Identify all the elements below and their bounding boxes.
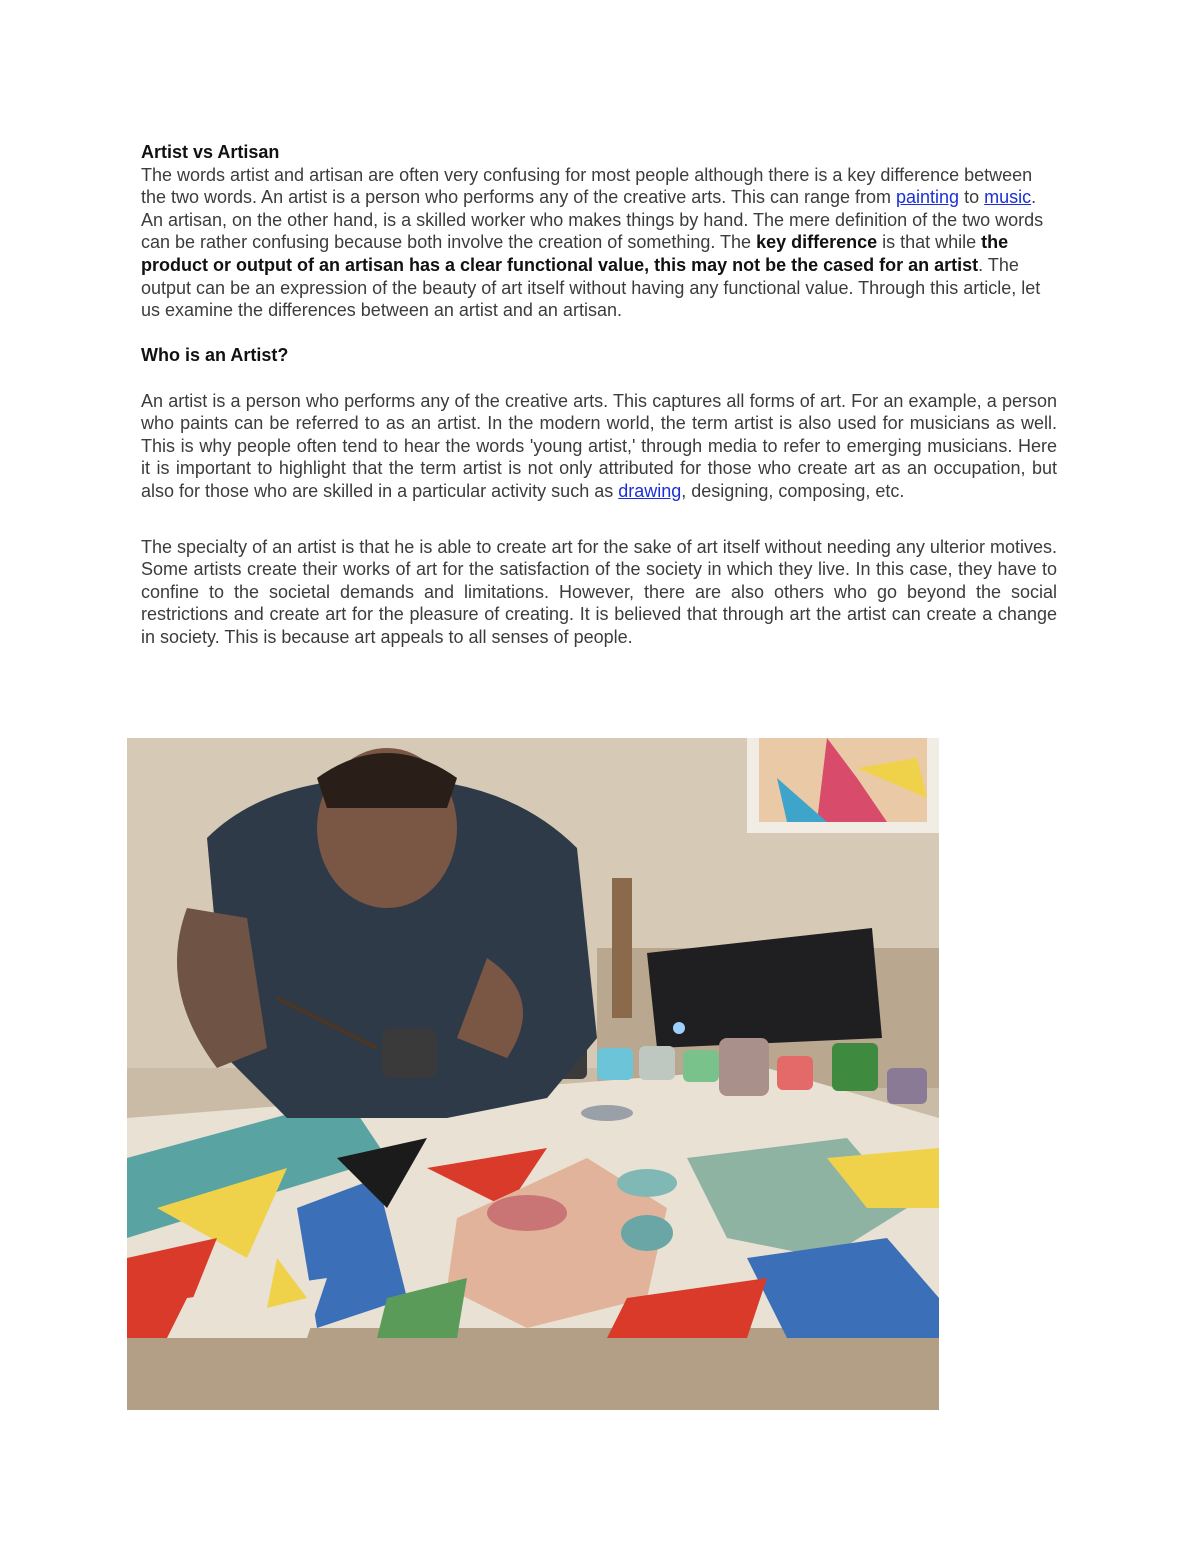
- artist-painting-photo: [127, 738, 939, 1410]
- photo-illustration: [127, 738, 939, 1410]
- intro-text-4: is that while: [877, 232, 982, 253]
- artisan-product-bold: the product or output of an artisan has a clear functional value, this may not be the cased for an artist: [141, 232, 1009, 275]
- intro-text-3: . An artisan, on the other hand, is a skilled worker who makes things by hand. The mere definition of the two words can be rather confusing because both involve the creation of something. The: [141, 187, 1044, 253]
- intro-text-2: to: [959, 187, 985, 208]
- article-title: Artist vs Artisan: [141, 142, 280, 162]
- article-body: [141, 141, 1057, 648]
- artist-paragraph-1: [141, 390, 1057, 503]
- music-link[interactable]: music: [984, 187, 1032, 208]
- intro-paragraph: [141, 164, 1057, 322]
- drawing-link[interactable]: drawing: [618, 480, 682, 501]
- key-difference-bold: key difference: [756, 232, 878, 253]
- artist-paragraph-2: The specialty of an artist is that he is able to create art for the sake of art itself without needing any ulterior motives. Some artists create their works of art for the satisfaction of the society in which they live. In this case, they have to confine to the societal demands and limitations. However, there are also others who go beyond the social restrictions and create art for the pleasure of creating. It is believed that through art the artist can create a change in society. This is because art appeals to all senses of people.: [141, 536, 1057, 647]
- intro-text-1: The words artist and artisan are often very confusing for most people although there is a key difference between the two words. An artist is a person who performs any of the creative arts. This can range from: [141, 164, 1033, 208]
- intro-text-5: . The output can be an expression of the beauty of art itself without having any functional value. Through this article, let us examine the differences between an artist and an artisan.: [141, 254, 1041, 321]
- section-heading: Who is an Artist?: [141, 345, 289, 366]
- para1-text-2: , designing, composing, etc.: [681, 480, 905, 501]
- painting-link[interactable]: painting: [896, 187, 960, 208]
- para1-text-1: An artist is a person who performs any of the creative arts. This captures all forms of art. For an example, a person who paints can be referred to as an artist. In the modern world, the term artist is also used for musicians as well. This is why people often tend to hear the words 'young artist,' through media to refer to emerging musicians. Here it is important to highlight that the term artist is not only attributed for those who create art as an occupation, but also for those who are skilled in a particular activity such as: [141, 390, 1057, 501]
